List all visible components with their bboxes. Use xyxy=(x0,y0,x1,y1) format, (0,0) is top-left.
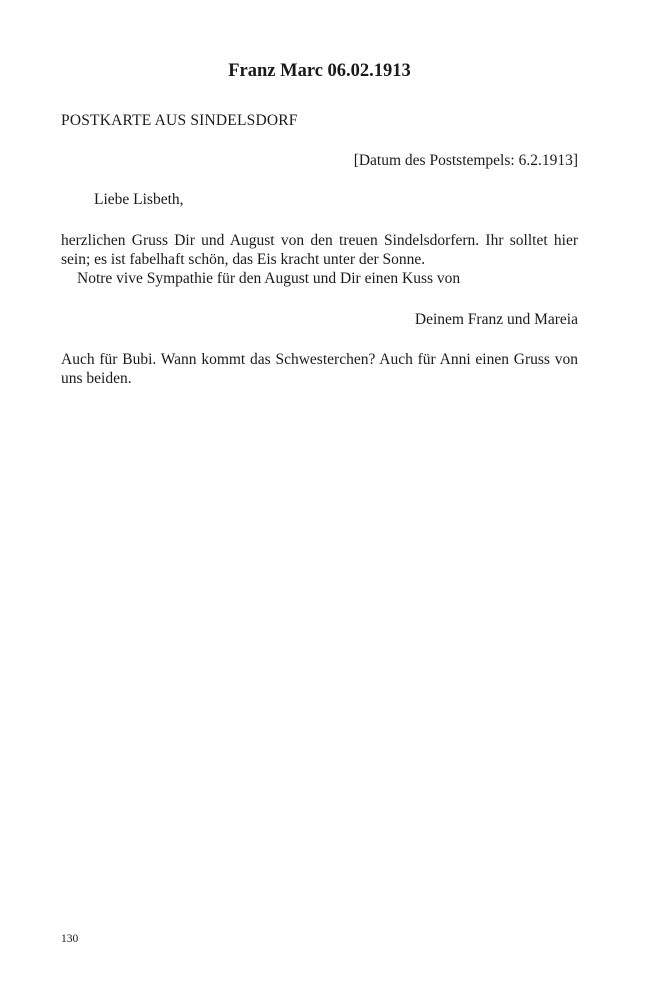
document-page xyxy=(61,0,578,990)
letter-closing: Deinem Franz und Mareia xyxy=(414,311,578,328)
letter-title: Franz Marc 06.02.1913 xyxy=(228,61,411,81)
letter-body xyxy=(61,231,578,288)
body-paragraph: herzlichen Gruss Dir und August von den treuen Sindelsdorfern. Ihr solltet hier sein; es ist fabelhaft schön, das Eis kracht unter der Sonne. xyxy=(61,232,578,268)
postmark-date-note: [Datum des Poststempels: 6.2.1913] xyxy=(353,152,578,169)
letter-heading: POSTKARTE AUS SINDELSDORF xyxy=(61,112,298,129)
postscript: Auch für Bubi. Wann kommt das Schwesterchen? Auch für Anni einen Gruss von uns beiden. xyxy=(61,351,578,387)
salutation: Liebe Lisbeth, xyxy=(94,191,184,208)
page-number: 130 xyxy=(61,933,79,945)
body-paragraph-2: Notre vive Sympathie für den August und Dir einen Kuss von xyxy=(77,270,461,287)
